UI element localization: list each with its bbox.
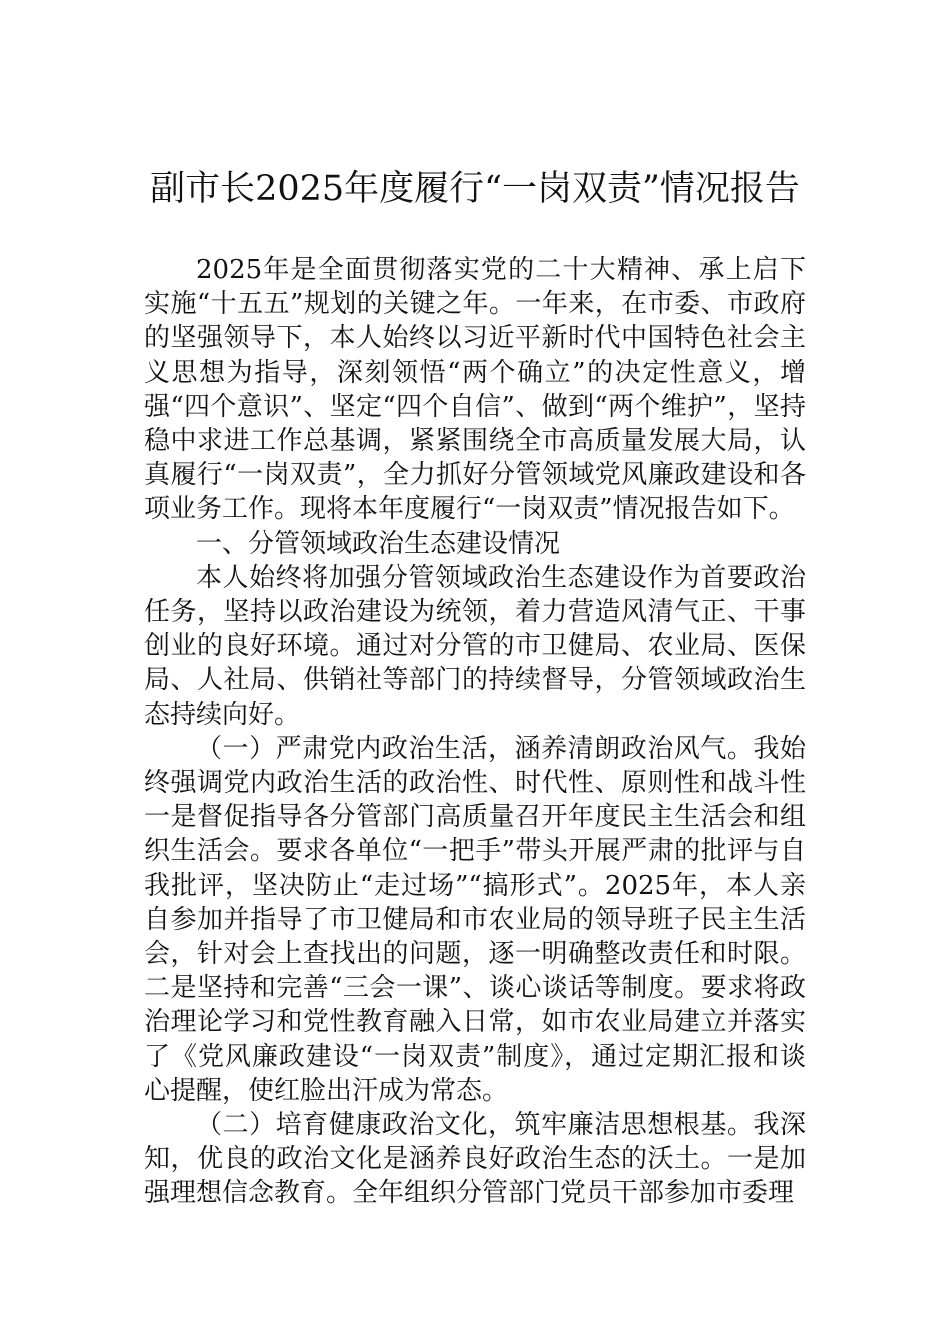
section-heading-1: 一、分管领域政治生态建设情况 — [196, 528, 561, 559]
document-body — [144, 253, 806, 1211]
intro-paragraph: 2025年是全面贯彻落实党的二十大精神、承上启下实施“十五五”规划的关键之年。一年来，在市委、市政府的坚强领导下，本人始终以习近平新时代中国特色社会主义思想为指导，深刻领悟“两个确立”的决定性意义，增强“四个意识”、坚定“四个自信”、做到“两个维护”，坚持稳中求进工作总基调，紧紧围绕全市高质量发展大局，认真履行“一岗双责”，全力抓好分管领域党风廉政建设和各项业务工作。现将本年度履行“一岗双责”情况报告如下。 — [144, 255, 806, 525]
subsection-2-paragraph: （二）培育健康政治文化，筑牢廉洁思想根基。我深知，优良的政治文化是涵养良好政治生态的沃土。一是加强理想信念教育。全年组织分管部门党员干部参加市委理 — [144, 1110, 806, 1209]
subsection-1-paragraph: （一）严肃党内政治生活，涵养清朗政治风气。我始终强调党内政治生活的政治性、时代性、原则性和战斗性一是督促指导各分管部门高质量召开年度民主生活会和组织生活会。要求各单位“一把手”带头开展严肃的批评与自我批评，坚决防止“走过场”“搞形式”。2025年，本人亲自参加并指导了市卫健局和市农业局的领导班子民主生活会，针对会上查找出的问题，逐一明确整改责任和时限。二是坚持和完善“三会一课”、谈心谈话等制度。要求将政治理论学习和党性教育融入日常，如市农业局建立并落实了《党风廉政建设“一岗双责”制度》，通过定期汇报和谈心提醒，使红脸出汗成为常态。 — [144, 733, 806, 1106]
section-1-paragraph: 本人始终将加强分管领域政治生态建设作为首要政治任务，坚持以政治建设为统领，着力营造风清气正、干事创业的良好环境。通过对分管的市卫健局、农业局、医保局、人社局、供销社等部门的持续督导，分管领域政治生态持续向好。 — [144, 562, 806, 730]
document-title: 副市长2025年度履行“一岗双责”情况报告 — [150, 169, 800, 209]
